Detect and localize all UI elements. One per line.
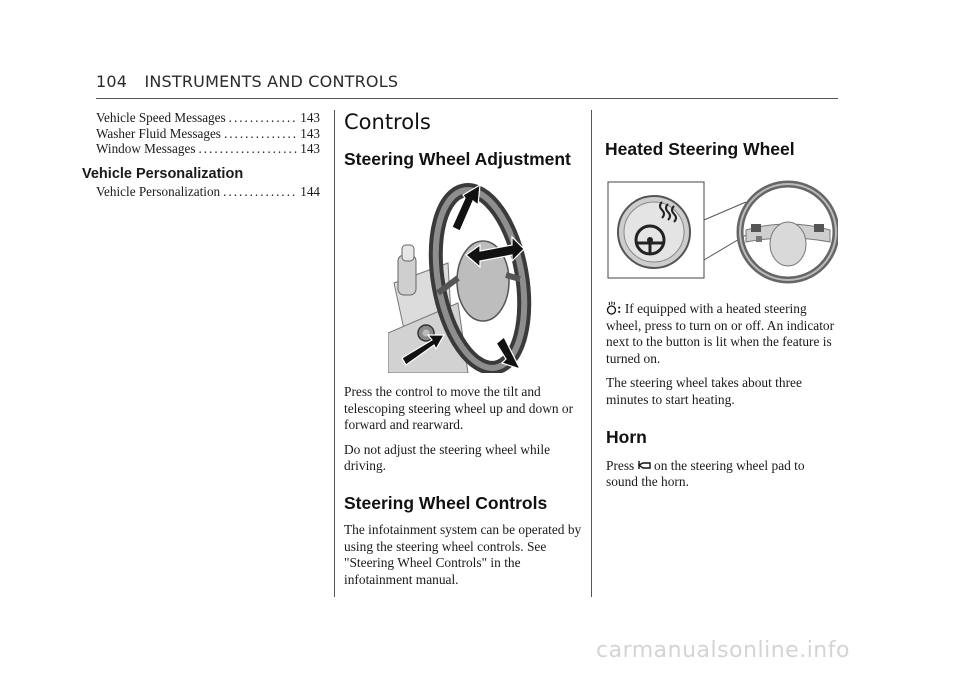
toc-leader bbox=[198, 141, 297, 157]
watermark: carmanualsonline.info bbox=[596, 638, 850, 663]
steering-adjust-paragraph-1: Press the control to move the tilt and telescoping steering wheel up and down or forward and rearward. bbox=[344, 384, 574, 433]
heading-steering-wheel-controls: Steering Wheel Controls bbox=[344, 492, 548, 513]
toc-entry-page: 143 bbox=[300, 125, 320, 141]
toc-section-heading: Vehicle Personalization bbox=[82, 165, 244, 182]
steering-controls-paragraph: The infotainment system can be operated by using the steering wheel controls. See "Steering Wheel Controls" in the infotainment manual. bbox=[344, 521, 582, 587]
column-divider-1 bbox=[334, 110, 335, 597]
steering-adjust-text bbox=[344, 384, 582, 588]
heading-horn: Horn bbox=[606, 426, 647, 447]
heated-paragraph-1-text: If equipped with a heated steering wheel, press to turn on or off. An indicator next to the button is lit when the feature is turned on. bbox=[606, 301, 835, 366]
horn-text-after: on the steering wheel pad to sound the horn. bbox=[606, 457, 805, 490]
toc-leader bbox=[223, 184, 297, 200]
heated-wheel-button-illustration bbox=[606, 180, 838, 290]
page-header bbox=[96, 72, 838, 91]
page-number: 104 bbox=[96, 72, 128, 91]
toc-entry-label: Vehicle Speed Messages bbox=[96, 110, 226, 125]
heated-paragraph-2: The steering wheel takes about three minutes to start heating. bbox=[606, 375, 802, 407]
toc-leader bbox=[224, 126, 297, 142]
toc-entry-label: Vehicle Personalization bbox=[96, 183, 221, 199]
heading-steering-wheel-adjustment: Steering Wheel Adjustment bbox=[344, 149, 571, 169]
toc-entry[interactable] bbox=[82, 141, 320, 157]
heated-steering-wheel-icon bbox=[606, 301, 617, 315]
horn-icon bbox=[638, 459, 651, 472]
heading-heated-steering-wheel: Heated Steering Wheel bbox=[605, 139, 795, 159]
toc-entry-page: 144 bbox=[300, 183, 320, 199]
toc-entry-label: Window Messages bbox=[96, 141, 196, 156]
horn-text-before: Press bbox=[606, 457, 635, 473]
toc-entry[interactable] bbox=[82, 126, 320, 142]
heated-icon-colon: : bbox=[617, 301, 622, 316]
heated-text bbox=[606, 301, 838, 491]
header-rule bbox=[96, 98, 838, 99]
toc-entry[interactable] bbox=[82, 110, 320, 126]
toc-entry-label: Washer Fluid Messages bbox=[96, 125, 221, 141]
steering-wheel-adjustment-illustration bbox=[388, 183, 534, 373]
toc-entry[interactable] bbox=[82, 184, 320, 200]
toc-column bbox=[82, 110, 320, 199]
column-divider-2 bbox=[591, 110, 592, 597]
toc-entry-page: 143 bbox=[300, 110, 320, 125]
horn-paragraph bbox=[606, 458, 838, 491]
chapter-title: INSTRUMENTS AND CONTROLS bbox=[144, 72, 399, 91]
toc-leader bbox=[229, 110, 298, 126]
heated-paragraph-1 bbox=[606, 301, 838, 367]
toc-entry-page: 143 bbox=[300, 141, 320, 156]
steering-adjust-paragraph-2: Do not adjust the steering wheel while driving. bbox=[344, 441, 551, 474]
section-title-controls: Controls bbox=[344, 110, 431, 134]
